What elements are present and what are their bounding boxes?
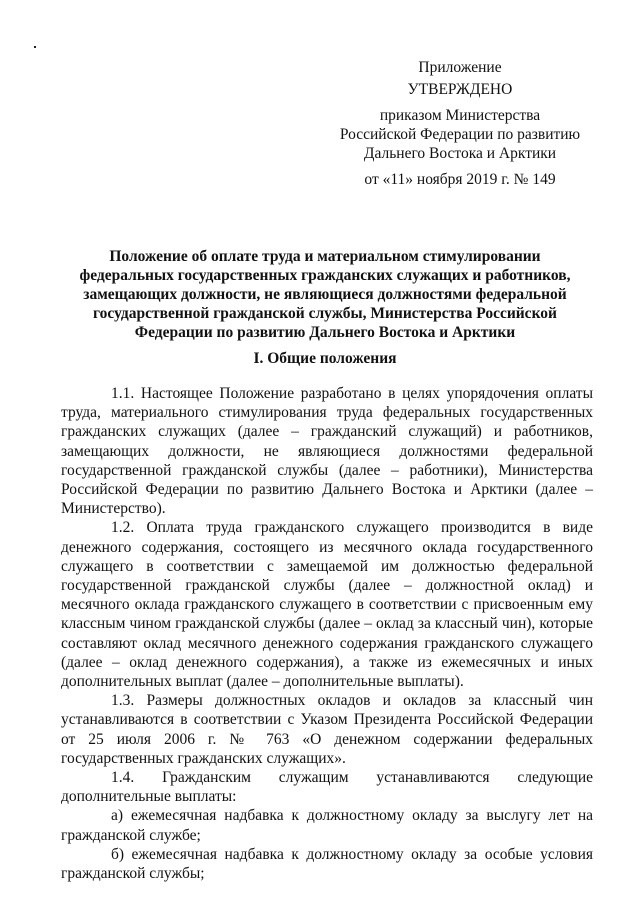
paragraph: 1.2. Оплата труда гражданского служащего производится в виде денежного содержания, состоящего из месячного оклада государственного служащего в соответствии с замещаемой им должностью федеральной государственной гражданской службы (далее – должностной оклад) и месячного оклада гражданского служащего в соответствии с присвоенным ему классным чином гражданской службы (далее – оклад за классный чин), которые составляют оклад месячного денежного содержания гражданского служащего (далее – оклад денежного содержания), а также из ежемесячных и иных дополнительных выплат (далее – дополнительные выплаты). bbox=[61, 519, 593, 691]
order-line: Дальнего Востока и Арктики bbox=[363, 145, 557, 162]
section-heading: I. Общие положения bbox=[253, 350, 397, 367]
paragraph: 1.3. Размеры должностных окладов и окладов за классный чин устанавливаются в соответствии с Указом Президента Российской Федерации от 25 июля 2006 г. № 763 «О денежном содержании федеральных государственных гражданских служащих». bbox=[61, 692, 593, 767]
paragraph: 1.4. Гражданским служащим устанавливаются следующие дополнительные выплаты: bbox=[61, 769, 593, 806]
list-item: б) ежемесячная надбавка к должностному окладу за особые условия гражданской службы; bbox=[61, 845, 593, 883]
paragraph: 1.1. Настоящее Положение разработано в целях упорядочения оплаты труда, материального стимулирования труда федеральных государственных гражданских служащих (далее – гражданский служащий) и работников, замещающих должности, не являющиеся должностями федеральной государственной гражданской службы (далее – работники), Министерства Российской Федерации по развитию Дальнего Востока и Арктики (далее – Министерство). bbox=[61, 385, 593, 518]
scan-speck bbox=[34, 46, 36, 48]
approved-label: УТВЕРЖДЕНО bbox=[407, 81, 513, 98]
document-title: Положение об оплате труда и материальном стимулировании федеральных государственных гражданских служащих и работников, замещающих должности, не являющиеся должностями федеральной государственной гражданской службы, Министерства Российской Федерации по развитию Дальнего Востока и Арктики bbox=[79, 248, 571, 341]
order-line: приказом Министерства bbox=[379, 107, 541, 124]
order-text bbox=[330, 106, 590, 163]
approval-block bbox=[330, 58, 590, 189]
document-body bbox=[61, 384, 593, 883]
list-item: а) ежемесячная надбавка к должностному окладу за выслугу лет на гражданской службе; bbox=[61, 807, 593, 844]
order-line: Российской Федерации по развитию bbox=[339, 126, 581, 143]
order-date: от «11» ноября 2019 г. № 149 bbox=[364, 171, 556, 188]
appendix-label: Приложение bbox=[418, 59, 502, 76]
